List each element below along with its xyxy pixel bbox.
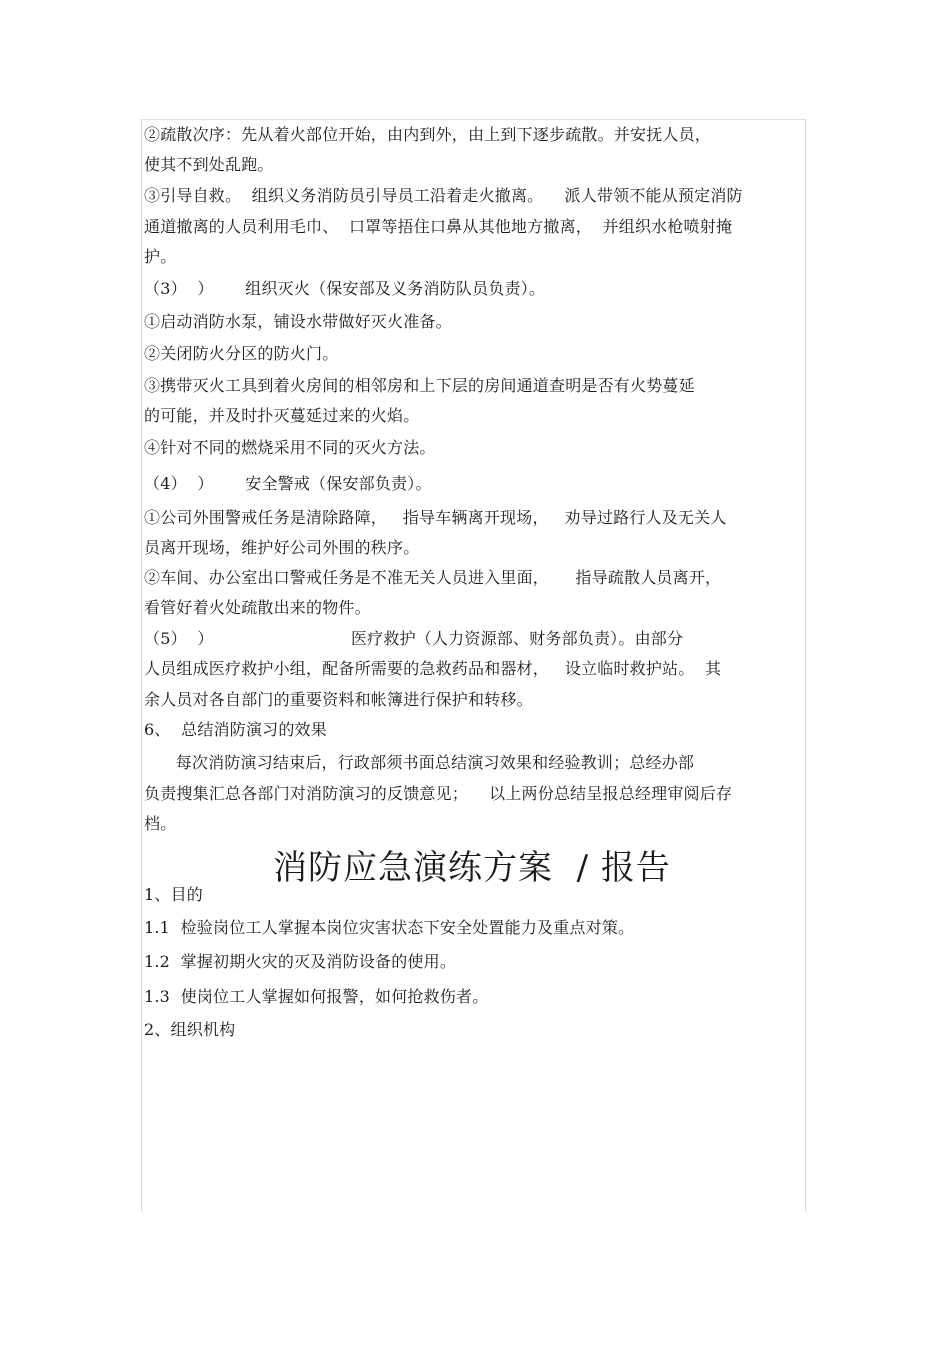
text-line: 护。 [144,247,177,266]
text-line: ②车间、办公室出口警戒任务是不准无关人员进入里面， 指导疏散人员离开， [144,568,722,587]
section-heading: 6、 总结消防演习的效果 [144,720,327,739]
text-line: 的可能，并及时扑灭蔓延过来的火焰。 [144,406,420,425]
text-line: 看管好着火处疏散出来的物件。 [144,598,371,617]
text-line: 员离开现场，维护好公司外围的秩序。 [144,538,420,557]
section-heading: （3） ） 组织灭火（保安部及义务消防队员负责）。 [144,279,546,298]
text-line: 人员组成医疗救护小组，配备所需要的急救药品和器材， 设立临时救护站。 其 [144,659,722,678]
section-heading: （4） ） 安全警戒（保安部负责）。 [144,474,432,493]
text-line: 1.3 使岗位工人掌握如何报警，如何抢救伤者。 [144,987,489,1006]
text-line: 使其不到处乱跑。 [144,155,274,174]
text-line: ①公司外围警戒任务是清除路障， 指导车辆离开现场， 劝导过路行人及无关人 [144,508,727,527]
text-line: ④针对不同的燃烧采用不同的灭火方法。 [144,438,436,457]
text-line: ③携带灭火工具到着火房间的相邻房和上下层的房间通道查明是否有火势蔓延 [144,376,695,395]
section-heading: 1、目的 [144,885,203,904]
text-line: ②关闭防火分区的防火门。 [144,344,339,363]
text-line: ②疏散次序：先从着火部位开始，由内到外，由上到下逐步疏散。并安抚人员， [144,125,712,144]
section-heading: （5） ） 医疗救护（人力资源部、财务部负责）。由部分 [144,629,684,648]
text-line: 1.2 掌握初期火灾的灭及消防设备的使用。 [144,952,457,971]
document-title: 消防应急演练方案 / 报告 [273,848,671,888]
text-line: ①启动消防水泵，铺设水带做好灭火准备。 [144,312,452,331]
text-line: 档。 [144,814,177,833]
text-line: 每次消防演习结束后，行政部须书面总结演习效果和经验教训；总经办部 [144,753,695,772]
text-line: 负责搜集汇总各部门对消防演习的反馈意见； 以上两份总结呈报总经理审阅后存 [144,784,733,803]
text-line: ③引导自救。 组织义务消防员引导员工沿着走火撤离。 派人带领不能从预定消防 [144,186,743,205]
section-heading: 2、组织机构 [144,1020,236,1039]
text-line: 1.1 检验岗位工人掌握本岗位灾害状态下安全处置能力及重点对策。 [144,918,635,937]
text-line: 余人员对各自部门的重要资料和帐簿进行保护和转移。 [144,690,533,709]
text-line: 通道撤离的人员利用毛巾、 口罩等捂住口鼻从其他地方撤离， 并组织水枪喷射掩 [144,217,733,236]
